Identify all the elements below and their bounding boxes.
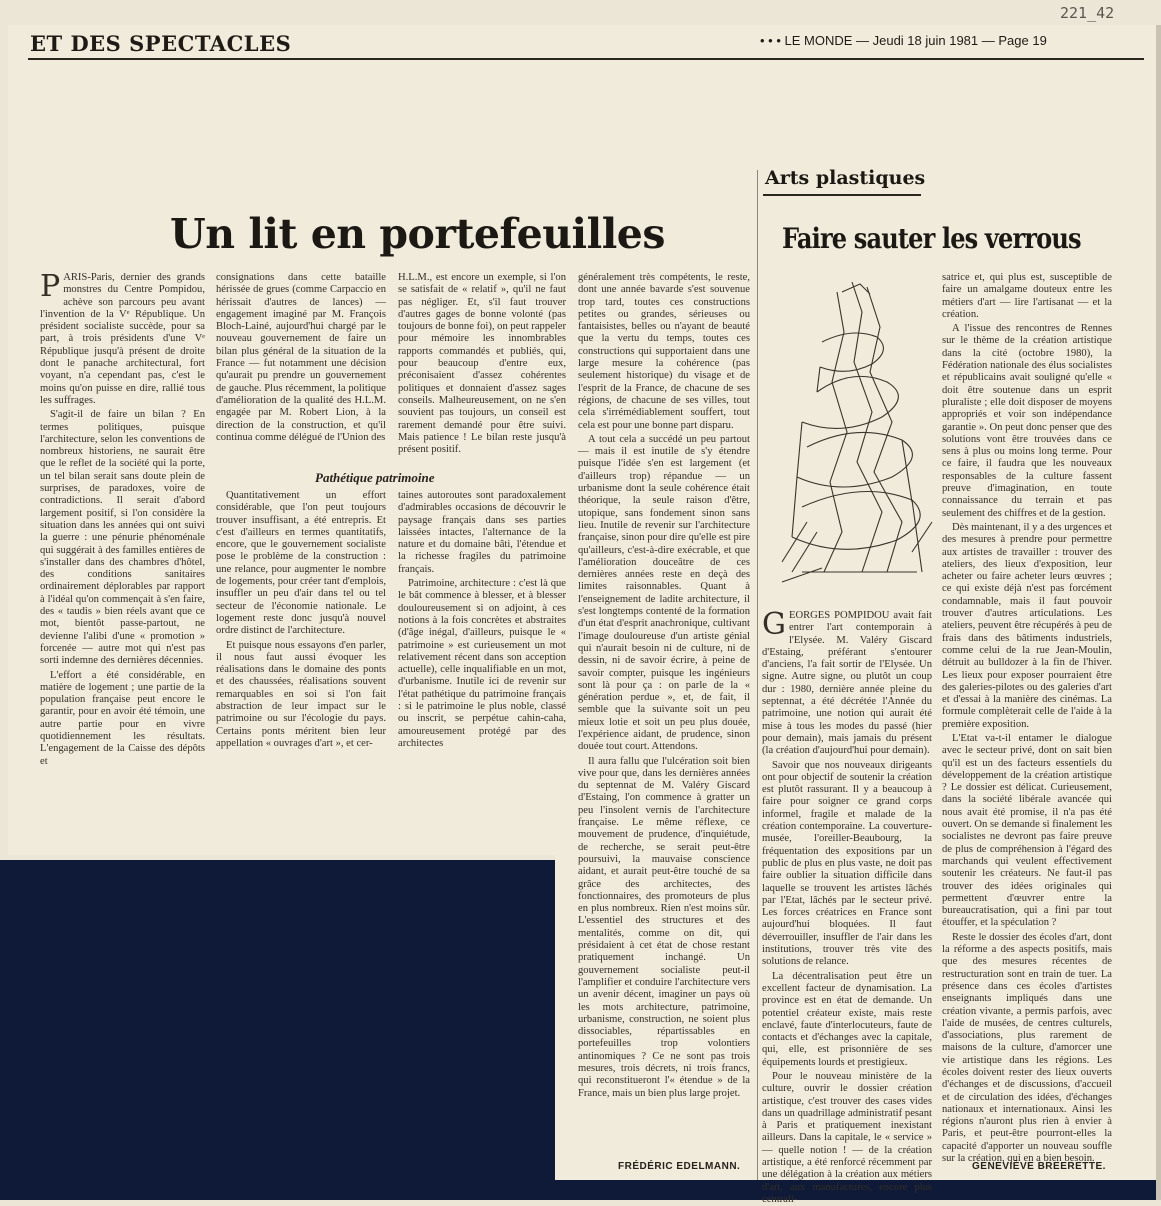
article-title-right: Faire sauter les verrous (782, 222, 1081, 255)
rubric: Arts plastiques (765, 167, 926, 189)
paragraph: H.L.M., est encore un exemple, si l'on se satisfait de « relatif », qu'il ne faut pas négliger. Et, s'il faut trouver d'autres gages de bonne volonté (pas toujours de bonne foi), on peut rappeler pour mémoire les innombrables rapports commandés et publiés, qui, pour beaucoup d'entre eux, préconisaient d'assez cohérentes politiques et donnaient d'assez sages conseils. Malheureusement, on ne s'en souvient pas toujours, un conseil est rarement demandé pour être suivi. Mais patience ! Le bilan reste jusqu'à présent positif. (398, 272, 566, 456)
navy-backing (0, 860, 555, 1200)
drop-cap: G (762, 607, 786, 642)
paragraph: consignations dans cette bataille hérissée de grues (comme Carpaccio en hérissait d'autres de lances) — engagement imaginé par M. François Bloch-Lainé, aujourd'hui chargé par le nouveau gouvernement de faire un bilan plus général de la situation de la France — fut notamment une décision qu'aurait pu prendre un gouvernement de gauche. Plus récemment, la politique d'amélioration de la qualité des H.L.M. engagée par M. Robert Lion, à la direction de la construction, et qu'il continua comme délégué de l'Union des (216, 272, 386, 443)
article-column-1 (40, 269, 205, 852)
paragraph: L'effort a été considérable, en matière de logement ; une partie de la population française peut encore le garantir, pour en avoir été témoin, une autre partie pour en vivre quotidiennement les résultats. L'engagement de la Caisse des dépôts et (40, 669, 205, 767)
article-column-right-a (762, 607, 932, 1205)
article-column-3b (398, 490, 566, 852)
paragraph: Quantitativement un effort considérable, que l'on peut toujours trouver insuffisant, a été entrepris. Et c'est d'ailleurs en termes quantitatifs, encore, que le gouvernement socialiste pose le problème de la construction : une relance, pour augmenter le nombre de logements, pour créer tant d'emplois, insuffler un peu d'air dans tel ou tel secteur de l'économie nationale. Le logement reste donc jusqu'à nouvel ordre distinct de l'architecture. (216, 490, 386, 637)
paragraph: S'agit-il de faire un bilan ? En termes politiques, puisque l'architecture, selon les conventions de nombreux historiens, ne saurait être que le reflet de la société qui la porte, un tel bilan serait sans doute plein de surprises, de paradoxes, voire de contradictions. Il serait d'abord largement positif, si l'on considère la situation dans les années qui ont suivi la guerre : une pénurie phénoménale qui suggérait à des familles entières de s'installer dans des chambres d'hôtel, des conditions sanitaires ordinairement déplorables par rapport à l'idéal qu'on commençait à s'en faire, des « taudis » bien réels avant que ce mot, bientôt passe-partout, ne devienne l'alibi d'une « promotion » forcenée — autre mot qui n'est pas sorti indemne des dernières décennies. (40, 409, 205, 667)
article-column-2b (216, 490, 386, 852)
navy-backing-right (1156, 25, 1161, 1200)
byline: FRÉDÉRIC EDELMANN. (618, 1161, 741, 1172)
subhead: Pathétique patrimoine (315, 470, 435, 485)
article-column-2 (216, 272, 386, 467)
masthead: • • • LE MONDE — Jeudi 18 juin 1981 — Page 19 (760, 33, 1047, 48)
paragraph: Patrimoine, architecture : c'est là que le bât commence à blesser, et à blesser douloureusement si on adjoint, à ces notions à la fois concrètes et abstraites (d'âge inégal, d'ailleurs, puisque le « patrimoine » est curieusement un mot relativement récent dans son acception actuelle), celle inqualifiable en un mot, d'urbanisme. Inutile ici de revenir sur l'état pathétique du patrimoine français : si le patrimoine le plus noble, classé ou inscrit, se perpétue cahin-caha, amoureusement protégé par des architectes (398, 578, 566, 749)
archive-mark: 221_42 (1060, 4, 1115, 22)
paragraph: PARIS-Paris, dernier des grands monstres du Centre Pompidou, achève son parcours peu avant l'invention de la Vᵉ République. Un président socialiste succède, pour sa part, à trois présidents d'une Vᵉ République jusqu'à présent de droite dont le panache architectural, fort voyant, n'a cependant pas, c'est le moins qu'on puisse en dire, rallié tous les suffrages. (40, 269, 205, 406)
paragraph: La décentralisation peut être un excellent facteur de dynamisation. La province est en état de demande. Un potentiel créateur existe, mais reste enclavé, faute d'interlocuteurs, faute de contacts et d'échanges avec la capitale, qui, elle, est prisonnière de ses équipements lourds et prestigieux. (762, 970, 932, 1068)
article-column-3 (398, 272, 566, 467)
paragraph: A l'issue des rencontres de Rennes sur le thème de la création artistique dans la cité (octobre 1980), la Fédération nationale des élus socialistes et républicains avait souligné qu'elle « doit être soutenue dans un esprit pluraliste ; elle doit disposer de moyens appropriés et voir son indépendance garantie ». On peut donc penser que des solutions vont être trouvées dans ce sens à plus ou moins long terme. Pour ce faire, il faudra que les nouveaux responsables de la culture fassent preuve d'imagination, en toute connaissance du terrain et pas seulement des chiffres et de la gestion. (942, 323, 1112, 519)
section-header: ET DES SPECTACLES (30, 31, 292, 56)
article-title: Un lit en portefeuilles (170, 210, 665, 258)
paragraph: GEORGES POMPIDOU avait fait entrer l'art contemporain à l'Elysée. M. Valéry Giscard d'Estaing, préférant s'entourer d'anciens, l'a fait sortir de l'Elysée. Un signe. Autre signe, ou plutôt un coup dur : 1980, dernière année pleine du septennat, a été décrétée l'Année du patrimoine, une notion qui aurait été mise à tous les modes du passé (hier pour demain), mais jamais du présent (la création d'aujourd'hui pour demain). (762, 607, 932, 757)
drop-cap: P (40, 269, 61, 304)
paragraph: Pour le nouveau ministère de la culture, ouvrir le dossier création artistique, c'est trouver des cases vides dans un quadrillage administratif pesant à Paris et pratiquement inexistant ailleurs. Dans la capitale, le « service » — quelle notion ! — de la création artistique, a été renforcé récemment par une délégation à la création aux métiers d'art, aux manufactures, encore plus centrali- (762, 1070, 932, 1205)
paragraph: Reste le dossier des écoles d'art, dont la réforme a des aspects positifs, mais que des mesures récentes de restructuration sont en train de tuer. La présence dans ces écoles d'artistes enseignants impliqués dans une création vivante, a permis parfois, avec l'aide de musées, de centres culturels, d'associations, plus rarement de maisons de la culture, d'amorcer une vie artistique dans les régions. Les écoles doivent rester des lieux ouverts d'échanges et de discussions, d'accueil et de circulation des idées, d'échanges nationaux et internationaux. Ainsi les régions n'auront plus rien à envier à Paris, et peut-être pourront-elles la capacité d'apporter un nouveau souffle sur la création, qui en a bien besoin. (942, 931, 1112, 1165)
tower-illustration (762, 272, 940, 602)
column-rule (757, 170, 758, 1180)
paragraph: Dès maintenant, il y a des urgences et des mesures à prendre pour permettre aux artistes de travailler : trouver des ateliers, des lieux d'exposition, leur acheter ou faire acheter leurs œuvres ; ce qui existe déjà n'est pas forcément condamnable, mais il faut pouvoir trouver d'autres articulations. Les ateliers, peuvent être récupérés à peu de frais dans des bâtiments industriels, comme celui de la rue Jean-Moulin, détruit au bulldozer à la fin de l'hiver. Les lieux pour exposer pourraient être des galeries-pilotes ou des galeries d'art et d'essai à la manière des cinémas. La formule complèterait celle de l'aide à la première exposition. (942, 521, 1112, 730)
paragraph: taines autoroutes sont paradoxalement d'admirables occasions de découvrir le paysage français dans ses parties laissées intactes, l'alternance de la nature et du domaine bâti, l'étendue et la richesse fragiles du patrimoine français. (398, 490, 566, 575)
paragraph: Et puisque nous essayons d'en parler, il nous faut aussi évoquer les réalisations dans le domaine des ponts et des chaussées, réalisations souvent remarquables en soi si l'on fait abstraction de leur impact sur le patrimoine ou sur l'écologie du pays. Certains ponts méritent bien leur appellation « ouvrages d'art », et cer- (216, 639, 386, 749)
header-rule (28, 58, 1144, 60)
tower-sketch (782, 282, 932, 582)
article-column-right-b (942, 272, 1112, 1165)
paragraph: L'Etat va-t-il entamer le dialogue avec le secteur privé, dont on sait bien qu'il est un des facteurs essentiels du développement de la création artistique ? Le dossier est délicat. Curieusement, dans la société libérale avancée qui nous avait été promise, il n'a pas été ouvert. On se demande si finalement les socialistes ne devront pas faire preuve de plus de compréhension à l'égard des marchands qui veulent effectivement soutenir les créateurs. Ne faut-il pas trouver des idées originales qui permettent d'œuvrer entre la bureaucratisation, qui a fini par tout étouffer, et la spéculation ? (942, 732, 1112, 929)
paragraph: généralement très compétents, le reste, dont une année bavarde s'est souvenue trop tard, toutes ces constructions petites ou grandes, sérieuses ou fantaisistes, belles ou n'ayant de beauté que la vertu du temps, toutes ces constructions qui supportaient dans une large mesure la cohérence (pas seulement historique) du visage et de l'esprit de la France, de chacune de ses régions, de chacune de ses villes, tout cela s'irrémédiablement souffert, tout cela est pour une bonne part disparu. (578, 272, 750, 431)
paragraph: Savoir que nos nouveaux dirigeants ont pour objectif de soutenir la création est plutôt rassurant. Il y a beaucoup à faire pour soigner ce grand corps informel, fragile et malade de la création contemporaine. La couverture-musée, l'oreiller-Beaubourg, la fréquentation des expositions par un public de plus en plus vaste, ne doit pas faire oublier la situation difficile dans laquelle se trouvent les artistes lâchés par l'Etat, lâchés par le secteur privé. Les forces créatrices en France sont aujourd'hui bloquées. Il faut déverrouiller, insuffler de l'air dans les institutions, trouver très vite des solutions de relance. (762, 759, 932, 968)
paragraph: A tout cela a succédé un peu partout — mais il est inutile de s'y étendre puisque l'idée s'en est largement (et d'ailleurs trop) répandue — un urbanisme dont la seule cohérence était théorique, la seule raison d'être, utopique, sans fondement sinon sans lieu. Inutile de revenir sur l'architecture française, sinon pour dire qu'elle est pire qu'ailleurs, c'est-à-dire exécrable, et que l'amélioration douceâtre de ces dernières années reste en deçà des limites raisonnables. Quant à l'enseignement de ladite architecture, il s'est longtemps contenté de la formation d'un état d'esprit anachronique, cultivant l'image douloureuse d'un artiste génial qui n'aurait besoin ni de culture, ni de dessin, ni de savoir écrire, à peine de savoir compter, puisque les ingénieurs sont là pour ça : on parle de la « génération perdue », et, de fait, il semble que la suivante soit un peu mieux lotie et soit un peu plus douée, l'expérience aidant, de prudence, sinon douée tout court. Attendons. (578, 433, 750, 753)
byline-right: GENEVIÈVE BREERETTE. (972, 1161, 1106, 1172)
article-column-4 (578, 272, 750, 1160)
paragraph: satrice et, qui plus est, susceptible de faire un amalgame douteux entre les métiers d'art — lire l'artisanat — et la création. (942, 272, 1112, 320)
paragraph: Il aura fallu que l'ulcération soit bien vive pour que, dans les dernières années du septennat de M. Valéry Giscard d'Estaing, l'on commence à gratter un peu l'insolent vernis de l'architecture française. Le même réflexe, ce mouvement de prudence, d'inquiétude, de recherche, se serait peut-être poursuivi, la mauvaise conscience aidant, et aurait peut-être touché de sa grâce des architectes, des fonctionnaires, des promoteurs de plus en plus nombreux. Rien n'est moins sûr. L'essentiel des structures et des mentalités, comme on dit, qui présidaient à cet état de chose restant pratiquement inchangé. Un gouvernement socialiste peut-il l'amplifier et conduire l'architecture vers un avenir décent, imaginer un pays où les mots architecture, patrimoine, urbanisme, construction, ne soient plus dissociables, répartissables en portefeuilles trop volontiers antinomiques ? Ce ne sont pas trois mesures, trois décrets, ni trois francs, qui reconstitueront l'« étendue » de la France, mais un bien plus large projet. (578, 755, 750, 1099)
rubric-rule (763, 194, 921, 196)
